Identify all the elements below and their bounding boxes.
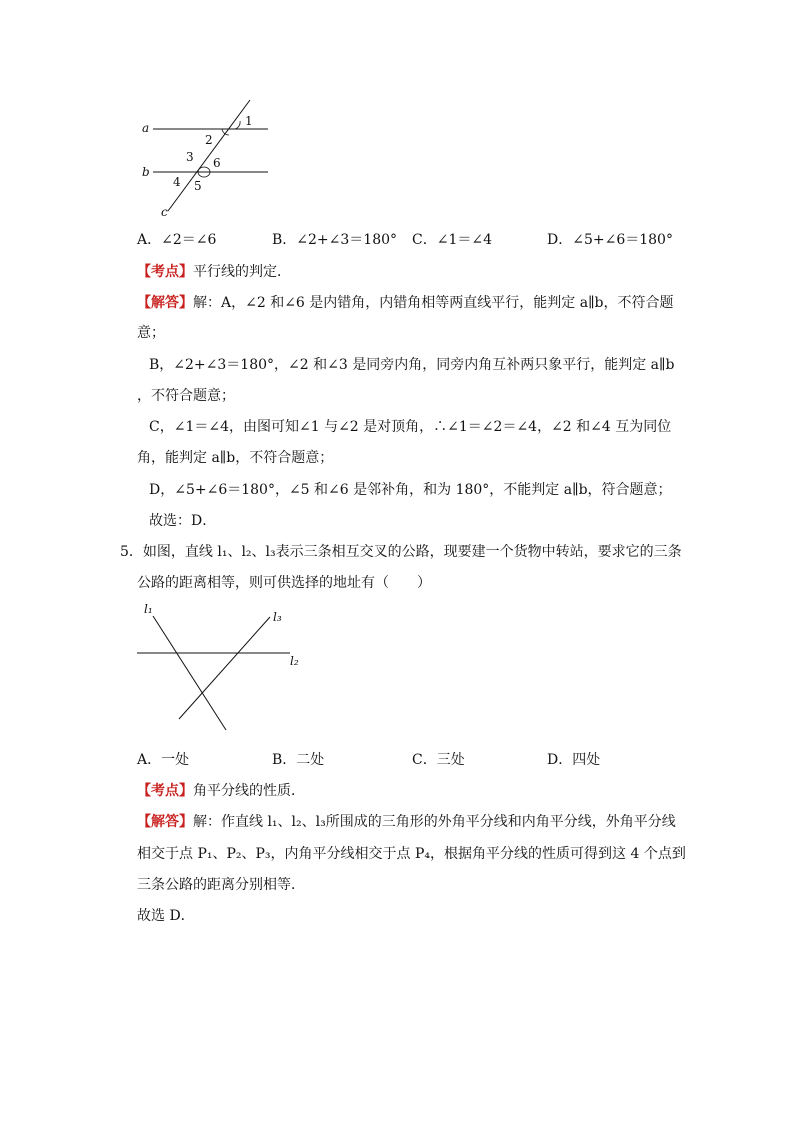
q5-option-b: B．二处 — [272, 752, 325, 768]
q5-option-c: C．三处 — [412, 752, 465, 768]
road-l1 — [153, 616, 226, 730]
label-angle-1: 1 — [245, 114, 253, 128]
q4-jieda-line1: 【解答】解：A，∠2 和∠6 是内错角，内错角相等两直线平行，能判定 a∥b，不符合题 — [137, 295, 674, 311]
label-b: b — [142, 165, 150, 179]
label-l3: l₃ — [273, 610, 282, 624]
q5-option-d: D．四处 — [547, 752, 601, 768]
line-c — [168, 100, 250, 211]
q5-conclusion: 故选 D． — [137, 908, 195, 924]
q4-conclusion: 故选：D． — [149, 513, 217, 529]
q4-option-b-analysis-cont: ，不符合题意； — [137, 388, 235, 404]
label-a: a — [142, 121, 150, 135]
q4-jieda-line2: 意； — [137, 325, 165, 341]
label-l2: l₂ — [290, 654, 299, 668]
q5-stem-line1: 5．如图，直线 l₁、l₂、l₃表示三条相互交叉的公路，现要建一个货物中转站，要求它的三条 — [120, 544, 682, 560]
q4-option-a: A．∠2＝∠6 — [137, 232, 217, 248]
angle-1-arc — [235, 121, 240, 129]
label-angle-4: 4 — [173, 175, 181, 189]
label-l1: l₁ — [144, 602, 153, 616]
road-l3 — [179, 617, 270, 719]
q4-option-d-analysis: D，∠5+∠6＝180°，∠5 和∠6 是邻补角，和为 180°，不能判定 a∥b，符合题意； — [149, 482, 672, 498]
label-angle-2: 2 — [205, 133, 213, 147]
q5-option-a: A．一处 — [137, 752, 190, 768]
label-angle-5: 5 — [194, 179, 202, 193]
parallel-lines-figure — [135, 95, 285, 220]
label-c: c — [161, 205, 168, 219]
label-angle-3: 3 — [186, 150, 194, 164]
q4-option-c-analysis-cont: 角，能判定 a∥b，不符合题意； — [137, 450, 334, 466]
q5-stem-line2: 公路的距离相等，则可供选择的地址有（ ） — [137, 575, 431, 591]
q4-option-b: B．∠2+∠3＝180° — [272, 232, 398, 248]
q5-jieda-line2: 相交于点 P₁、P₂、P₃，内角平分线相交于点 P₄，根据角平分线的性质可得到这 4 个点到 — [137, 846, 686, 862]
q5-kaodian: 【考点】角平分线的性质． — [137, 783, 305, 799]
q4-kaodian: 【考点】平行线的判定． — [137, 264, 291, 280]
q4-option-b-analysis: B，∠2+∠3＝180°，∠2 和∠3 是同旁内角，同旁内角互补两只象平行，能判定 a∥b — [149, 357, 675, 373]
q4-option-c: C．∠1＝∠4 — [412, 232, 492, 248]
three-roads-figure — [135, 600, 310, 735]
q4-option-c-analysis: C，∠1＝∠4，由图可知∠1 与∠2 是对顶角，∴∠1＝∠2＝∠4，∠2 和∠4 互为同位 — [149, 419, 672, 435]
q5-jieda-line1: 【解答】解：作直线 l₁、l₂、l₃所围成的三角形的外角平分线和内角平分线，外角平分线 — [137, 814, 676, 830]
q5-jieda-line3: 三条公路的距离分别相等． — [137, 877, 305, 893]
q4-option-d: D．∠5+∠6＝180° — [547, 232, 673, 248]
label-angle-6: 6 — [213, 156, 221, 170]
